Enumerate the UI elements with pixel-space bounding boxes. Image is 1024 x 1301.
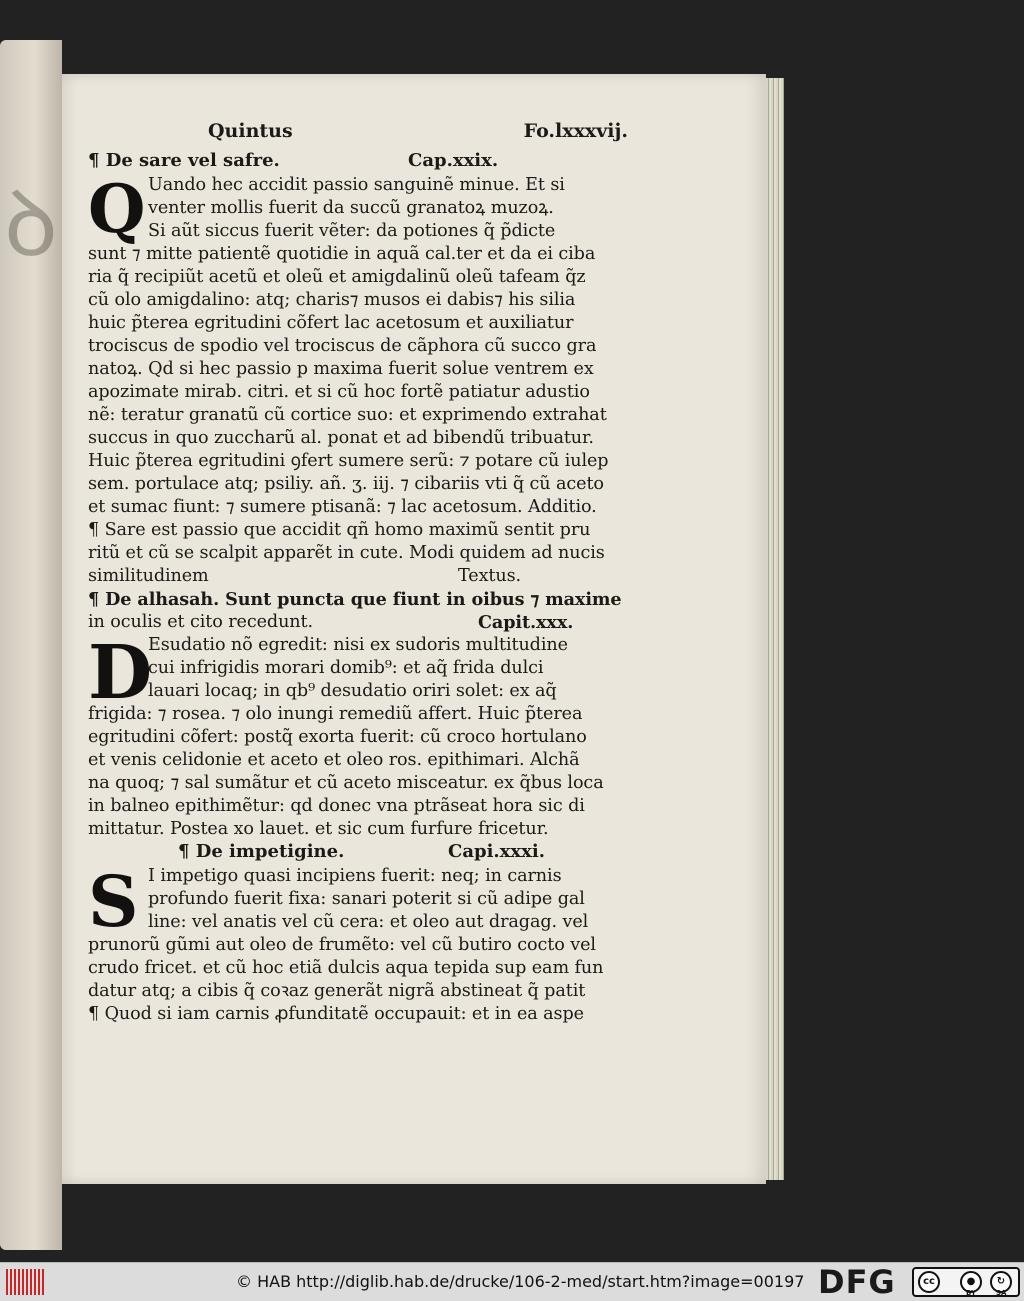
chapter-body	[88, 170, 628, 588]
cc-label: cc	[923, 1276, 935, 1287]
cc-icon	[918, 1271, 940, 1293]
text-line: line: vel anatis vel cũ cera: et oleo aut dragag. vel	[148, 912, 589, 932]
chapter-number: Capit.xxx.	[478, 612, 574, 633]
chapter-heading	[88, 150, 628, 174]
text-line: na quoq; ⁊ sal sumãtur et cũ aceto misceatur. ex q̃bus loca	[88, 773, 604, 793]
text-line: sunt ⁊ mitte patientẽ quotidie in aquã cal.ter et da ei ciba	[88, 244, 596, 264]
text-line: ¶ Sare est passio que accidit qñ homo maximũ sentit pru	[88, 520, 591, 540]
text-line: egritudini cõfert: postq̃ exorta fuerit: cũ croco hortulano	[88, 727, 587, 747]
chapter-heading	[88, 611, 628, 634]
barcode-icon	[6, 1269, 46, 1295]
text-line: ria q̃ recipiũt acetũ et oleũ et amigdalinũ oleũ tafeam q̃z	[88, 267, 586, 287]
text-line: huic p̃terea egritudini cõfert lac acetosum et auxiliatur	[88, 313, 574, 333]
text-line: lauari locaq; in qb⁹ desudatio oriri solet: ex aq̃	[148, 681, 557, 701]
text-line: Huic p̃terea egritudini ꝯfert sumere serũ: ⁊ potare cũ iulep	[88, 451, 609, 471]
by-label: BY	[966, 1289, 977, 1297]
cc-license-badge[interactable]	[912, 1267, 1020, 1297]
text-line: sem. portulace atq; psiliy. añ. ʒ. iij. ⁊ cibariis vti q̃ cũ aceto	[88, 474, 604, 494]
text-line: in balneo epithimẽtur: qd donec vna ptrãseat hora sic di	[88, 796, 585, 816]
textus-label: Textus.	[458, 566, 522, 586]
chapter-heading	[88, 841, 628, 865]
decorated-initial: D	[88, 630, 153, 716]
text-line: et sumac fiunt: ⁊ sumere ptisanã: ⁊ lac acetosum. Additio.	[88, 497, 597, 517]
chapter-title: ¶ De alhasah. Sunt puncta que fiunt in oibus ⁊ maxime	[88, 589, 622, 610]
chapter-number: Capi.xxxi.	[448, 841, 545, 862]
decorated-initial: Q	[88, 170, 146, 248]
text-line: Uando hec accidit passio sanguinẽ minue. Et si	[148, 175, 565, 195]
text-line: mittatur. Postea xo lauet. et sic cum furfure fricetur.	[88, 819, 549, 839]
text-line: cũ olo amigdalino: atq; charis⁊ musos ei dabis⁊ his silia	[88, 290, 576, 310]
page-text	[88, 120, 628, 1026]
previous-page-edge	[0, 40, 62, 1250]
text-line: I impetigo quasi incipiens fuerit: neq; in carnis	[148, 866, 562, 886]
folio-number: Fo.lxxxvij.	[523, 120, 628, 142]
running-head	[88, 120, 628, 150]
dfg-logo[interactable]: DFG	[818, 1263, 896, 1301]
text-line: datur atq; a cibis q̃ coꝛaz generãt nigrã abstineat q̃ patit	[88, 981, 586, 1001]
text-line: profundo fuerit fixa: sanari poterit si cũ adipe gal	[148, 889, 585, 909]
text-line	[88, 565, 628, 588]
text-line: ¶ Quod si iam carnis ꝓfunditatẽ occupauit: et in ea aspe	[88, 1004, 584, 1024]
chapter-body	[88, 860, 628, 1026]
chapter-title-cont: in oculis et cito recedunt.	[88, 612, 313, 632]
sa-label: SA	[996, 1289, 1007, 1297]
chapter-title: ¶ De impetigine.	[178, 841, 345, 862]
sa-share-alike-icon: ↻	[990, 1271, 1012, 1293]
text-line: Si aũt siccus fuerit vẽter: da potiones q̃ p̃dicte	[148, 221, 556, 241]
text-line: apozimate mirab. citri. et si cũ hoc fortẽ patiatur adustio	[88, 382, 590, 402]
chapter-number: Cap.xxix.	[408, 150, 499, 171]
text-line: trociscus de spodio vel trociscus de cãphora cũ succo gra	[88, 336, 597, 356]
copyright-link[interactable]: © HAB http://diglib.hab.de/drucke/106-2-med/start.htm?image=00197	[236, 1272, 805, 1291]
text-line-start: similitudinem	[88, 566, 209, 586]
text-line: ritũ et cũ se scalpit apparẽt in cute. Modi quidem ad nucis	[88, 543, 605, 563]
chapter-body	[88, 630, 628, 841]
text-line: crudo fricet. et cũ hoc etiã dulcis aqua tepida sup eam fun	[88, 958, 604, 978]
page-stack-edges	[766, 78, 784, 1180]
text-line: prunorũ gũmi aut oleo de frumẽto: vel cũ butiro cocto vel	[88, 935, 596, 955]
text-line: nẽ: teratur granatũ cũ cortice suo: et exprimendo extrahat	[88, 405, 607, 425]
running-head-title: Quintus	[208, 120, 293, 142]
text-line: succus in quo zuccharũ al. ponat et ad bibendũ tribuatur.	[88, 428, 594, 448]
text-line: frigida: ⁊ rosea. ⁊ olo inungi remediũ affert. Huic p̃terea	[88, 704, 583, 724]
by-attribution-icon: ●	[960, 1271, 982, 1293]
text-line: Esudatio nõ egredit: nisi ex sudoris multitudine	[148, 635, 568, 655]
decorated-initial: S	[88, 860, 139, 943]
text-line: natoꝝ. Qd si hec passio p maxima fuerit solue ventrem ex	[88, 359, 594, 379]
chapter-title: ¶ De sare vel safre.	[88, 150, 280, 171]
text-line: cui infrigidis morari domib⁹: et aq̃ frida dulci	[148, 658, 544, 678]
bleed-through-initial: ꝺ	[4, 172, 58, 277]
text-line: venter mollis fuerit da succũ granatoꝝ muzoꝝ.	[148, 198, 554, 218]
viewer-footer	[0, 1262, 1024, 1301]
text-line: et venis celidonie et aceto et oleo ros. epithimari. Alchã	[88, 750, 580, 770]
